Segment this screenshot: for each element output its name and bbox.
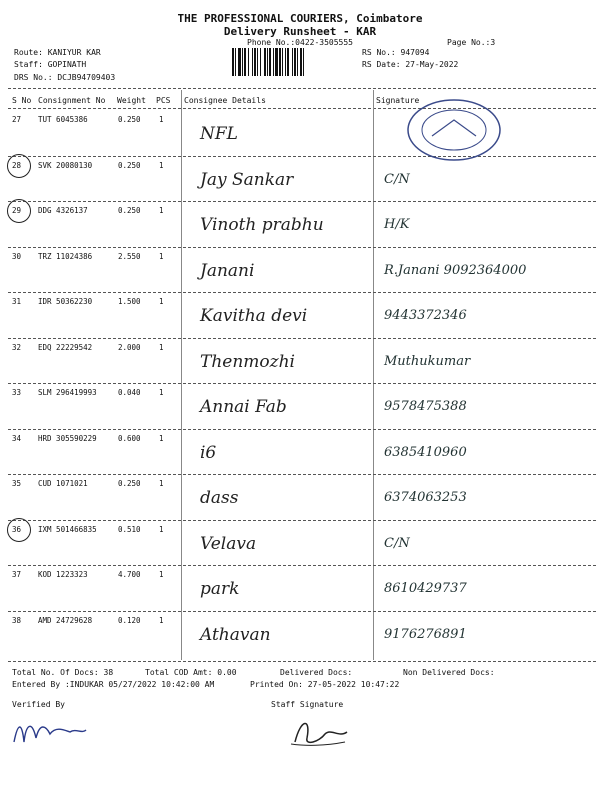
row-divider: [8, 201, 596, 202]
staff-signature-mark: [285, 712, 355, 750]
row-sno: 28: [12, 160, 22, 170]
staff-label: Staff: GOPINATH: [14, 60, 87, 69]
barcode-bar: [303, 48, 304, 76]
row-weight: 2.000: [118, 342, 141, 352]
row-divider: [8, 474, 596, 475]
row-sno: 35: [12, 479, 22, 488]
row-sno: 30: [12, 251, 22, 261]
row-divider: [8, 156, 596, 157]
barcode-bar: [294, 48, 296, 76]
row-signature-handwritten: C/N: [384, 171, 410, 187]
page-number: Page No.:3: [447, 38, 496, 47]
row-sno: 29: [12, 206, 22, 215]
row-consignment: CUD 1071021: [38, 479, 88, 488]
barcode-bar: [273, 48, 274, 76]
barcode-bar: [297, 48, 298, 76]
barcode-bar: [248, 48, 249, 76]
row-pcs: 1: [159, 342, 164, 352]
row-divider: [8, 611, 596, 612]
row-sno: 32: [12, 342, 22, 352]
barcode-bar: [244, 48, 246, 76]
verified-by-signature: [10, 712, 90, 752]
barcode-bar: [254, 48, 256, 76]
row-signature-handwritten: 6374063253: [384, 490, 467, 505]
signature-col-divider: [373, 90, 374, 660]
phone-number: Phone No.:0422-3505555: [247, 38, 353, 47]
row-consignee-handwritten: NFL: [200, 124, 238, 144]
runsheet-title: Delivery Runsheet - KAR: [223, 25, 377, 38]
barcode-bar: [287, 48, 289, 76]
row-signature-handwritten: Muthukumar: [384, 353, 471, 369]
row-consignment: IDR 50362230: [38, 297, 93, 306]
barcode-bar: [242, 48, 243, 76]
barcode: [231, 48, 345, 76]
barcode-bar: [300, 48, 302, 76]
row-weight: 4.700: [118, 570, 141, 579]
rs-number: RS No.: 947094: [362, 48, 430, 57]
row-divider: [8, 520, 596, 521]
staff-signature-label: Staff Signature: [271, 700, 344, 709]
row-consignment: SLM 296419993: [38, 388, 97, 397]
barcode-bar: [269, 48, 271, 76]
row-weight: 2.550: [118, 251, 141, 261]
row-consignment: HRD 305590229: [38, 433, 97, 443]
barcode-bar: [235, 48, 236, 76]
row-pcs: 1: [159, 479, 164, 488]
row-signature-handwritten: 8610429737: [384, 581, 467, 596]
total-docs: Total No. Of Docs: 38: [12, 668, 114, 677]
table-header-rule: [8, 108, 596, 109]
barcode-bar: [292, 48, 293, 76]
barcode-bar: [275, 48, 278, 76]
row-pcs: 1: [159, 524, 164, 534]
row-consignee-handwritten: Kavitha devi: [200, 306, 308, 326]
row-pcs: 1: [159, 115, 164, 124]
row-consignment: AMD 24729628: [38, 615, 93, 625]
row-pcs: 1: [159, 388, 164, 397]
sno-circle-mark: [7, 199, 31, 223]
row-weight: 0.120: [118, 615, 141, 625]
row-signature-handwritten: H/K: [384, 217, 410, 232]
barcode-bar: [238, 48, 241, 76]
row-weight: 0.250: [118, 479, 141, 488]
row-consignee-handwritten: i6: [200, 442, 217, 463]
row-divider: [8, 383, 596, 384]
row-weight: 1.500: [118, 297, 141, 306]
sno-circle-mark: [7, 154, 31, 178]
col-weight: Weight: [117, 96, 146, 105]
row-consignment: SVK 20080130: [38, 160, 93, 170]
row-signature-handwritten: 9443372346: [384, 308, 467, 323]
row-weight: 0.250: [118, 206, 141, 215]
barcode-bar: [257, 48, 258, 76]
barcode-bar: [282, 48, 283, 76]
row-sno: 38: [12, 615, 22, 625]
row-weight: 0.510: [118, 524, 141, 534]
row-consignment: EDQ 22229542: [38, 342, 93, 352]
consignee-col-divider: [181, 90, 182, 660]
footer-rule: [8, 661, 596, 662]
row-consignee-handwritten: Annai Fab: [200, 397, 287, 417]
row-consignee-handwritten: Athavan: [200, 624, 271, 645]
row-signature-handwritten: C/N: [384, 535, 410, 551]
barcode-bar: [232, 48, 234, 76]
row-pcs: 1: [159, 160, 164, 170]
row-sno: 36: [12, 524, 22, 534]
row-pcs: 1: [159, 615, 164, 625]
row-divider: [8, 247, 596, 248]
row-weight: 0.600: [118, 433, 141, 443]
col-consignee: Consignee Details: [184, 96, 266, 105]
col-sno: S No: [12, 96, 32, 105]
sno-circle-mark: [7, 518, 31, 542]
row-consignment: IXM 501466835: [38, 524, 97, 534]
row-sno: 27: [12, 115, 22, 124]
barcode-bar: [264, 48, 266, 76]
row-signature-handwritten: R.Janani 9092364000: [384, 262, 527, 278]
row-pcs: 1: [159, 297, 164, 306]
row-consignment: TRZ 11024386: [38, 251, 93, 261]
row-divider: [8, 292, 596, 293]
courier-stamp: [404, 96, 504, 164]
col-signature: Signature: [376, 96, 420, 105]
verified-by-label: Verified By: [12, 700, 65, 709]
barcode-bar: [252, 48, 253, 76]
company-name: THE PROFESSIONAL COURIERS, Coimbatore: [177, 12, 423, 25]
row-signature-handwritten: 6385410960: [384, 444, 467, 460]
drs-number: DRS No.: DCJB94709403: [14, 73, 116, 82]
row-consignee-handwritten: park: [200, 579, 240, 599]
table-top-rule: [8, 88, 596, 89]
total-cod: Total COD Amt: 0.00: [145, 668, 237, 677]
row-sno: 34: [12, 433, 22, 443]
row-consignment: TUT 6045386: [38, 115, 88, 124]
row-weight: 0.250: [118, 160, 141, 170]
entered-by: Entered By :INDUKAR 05/27/2022 10:42:00 AM: [12, 680, 215, 689]
rs-date: RS Date: 27-May-2022: [362, 60, 459, 69]
row-divider: [8, 429, 596, 430]
route-label: Route: KANIYUR KAR: [14, 48, 101, 57]
printed-on: Printed On: 27-05-2022 10:47:22: [250, 680, 400, 689]
row-consignment: KOD 1223323: [38, 570, 88, 579]
delivered-docs: Delivered Docs:: [280, 668, 353, 677]
row-consignee-handwritten: Vinoth prabhu: [200, 215, 324, 235]
barcode-bar: [260, 48, 261, 76]
barcode-bar: [285, 48, 286, 76]
row-consignment: DDG 4326137: [38, 206, 88, 215]
row-pcs: 1: [159, 251, 164, 261]
row-sno: 33: [12, 388, 22, 397]
row-signature-handwritten: 9578475388: [384, 399, 467, 414]
row-signature-handwritten: 9176276891: [384, 626, 467, 642]
row-consignee-handwritten: Jay Sankar: [200, 169, 294, 190]
non-delivered-docs: Non Delivered Docs:: [403, 668, 495, 677]
row-pcs: 1: [159, 433, 164, 443]
row-weight: 0.250: [118, 115, 141, 124]
barcode-bar: [279, 48, 281, 76]
row-consignee-handwritten: Janani: [200, 260, 255, 281]
row-pcs: 1: [159, 570, 164, 579]
col-pcs: PCS: [156, 96, 171, 105]
row-consignee-handwritten: dass: [200, 488, 239, 508]
col-consignment: Consignment No: [38, 96, 106, 105]
row-pcs: 1: [159, 206, 164, 215]
row-divider: [8, 338, 596, 339]
row-weight: 0.040: [118, 388, 141, 397]
row-divider: [8, 565, 596, 566]
row-consignee-handwritten: Thenmozhi: [200, 351, 295, 372]
row-consignee-handwritten: Velava: [200, 533, 257, 554]
barcode-bar: [267, 48, 268, 76]
row-sno: 31: [12, 297, 22, 306]
row-sno: 37: [12, 570, 22, 579]
